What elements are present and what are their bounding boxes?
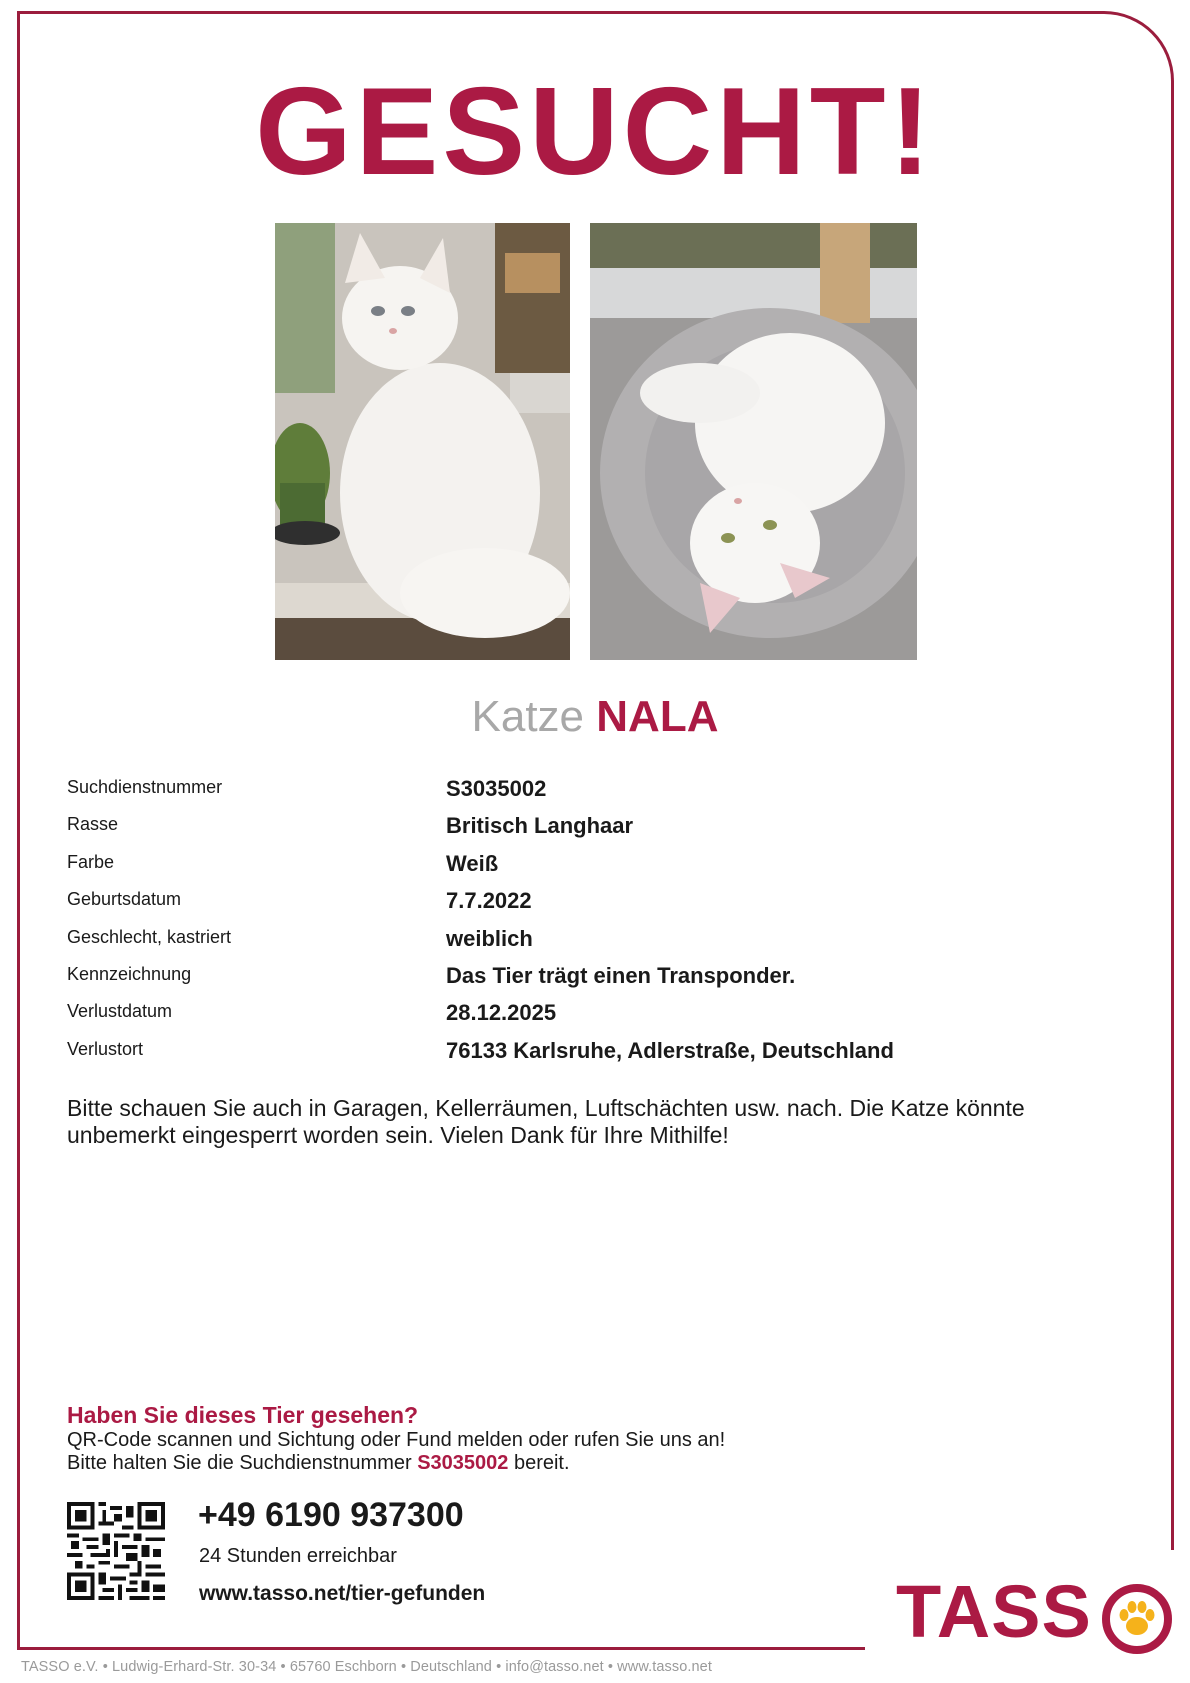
paw-icon [1101,1583,1173,1655]
details-label: Suchdienstnummer [67,777,223,797]
qr-code[interactable] [67,1502,165,1600]
footer-address: TASSO e.V. • Ludwig-Erhard-Str. 30-34 • 65760 Eschborn • Deutschland • info@tasso.net • www.tasso.net [21,1659,712,1675]
details-value: 7.7.2022 [446,888,532,914]
contact-reference-prefix: Bitte halten Sie die Suchdienstnummer [67,1452,418,1474]
headline: GESUCHT! [255,63,935,201]
pet-name: NALA [596,692,719,741]
availability-text: 24 Stunden erreichbar [199,1545,397,1567]
pet-title [0,692,1190,741]
notice-text: Bitte schauen Sie auch in Garagen, Kellerräumen, Luftschächten usw. nach. Die Katze könnte unbemerkt eingesperrt worden sein. Vielen Dank für Ihre Mithilfe! [67,1095,1025,1148]
details-row [67,925,1117,962]
details-row [67,775,1117,812]
contact-instructions: QR-Code scannen und Sichtung oder Fund melden oder rufen Sie uns an! [67,1429,726,1451]
contact-reference-suffix: bereit. [508,1452,570,1474]
contact-reference-number: S3035002 [417,1452,509,1474]
details-label: Verlustdatum [67,1001,173,1022]
details-table [67,775,1117,1074]
details-value: 28.12.2025 [446,1000,557,1026]
details-value: Weiß [446,850,499,876]
details-row [67,887,1117,924]
details-row [67,1037,1117,1074]
details-label: Verlustort [67,1038,144,1059]
cat-photo-sitting [275,223,570,660]
cat-photo-lying [590,223,917,660]
details-row [67,999,1117,1036]
tasso-logo: TASS [896,1570,1092,1653]
details-value: S3035002 [446,776,547,801]
details-value: weiblich [446,925,533,951]
website-link[interactable]: www.tasso.net/tier-gefunden [199,1582,486,1605]
details-label: Farbe [67,851,115,872]
frame-bottom-line [17,1647,865,1650]
contact-title: Haben Sie dieses Tier gesehen? [67,1402,419,1428]
details-row [67,812,1117,849]
details-value: Das Tier trägt einen Transponder. [446,962,796,988]
details-label: Geburtsdatum [67,889,182,910]
details-value: 76133 Karlsruhe, Adlerstraße, Deutschland [446,1037,894,1063]
details-value: Britisch Langhaar [446,813,634,839]
pet-species: Katze [471,692,585,741]
details-row [67,962,1117,999]
details-label: Rasse [67,814,119,835]
details-label: Kennzeichnung [67,963,192,984]
details-row [67,850,1117,887]
contact-reference-line [67,1452,570,1475]
details-label: Geschlecht, kastriert [67,926,232,947]
phone-number[interactable]: +49 6190 937300 [198,1496,464,1534]
